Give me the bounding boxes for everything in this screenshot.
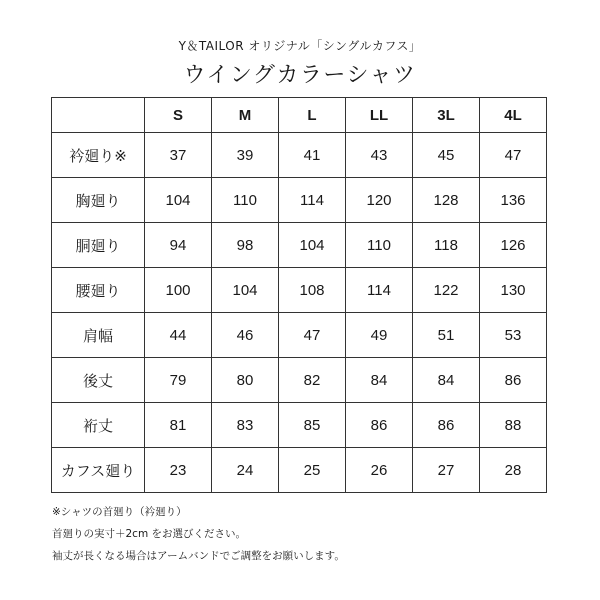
table-cell: 47 xyxy=(480,133,547,178)
table-cell: 23 xyxy=(145,448,212,493)
table-cell: 81 xyxy=(145,403,212,448)
table-cell: 51 xyxy=(413,313,480,358)
table-cell: 25 xyxy=(279,448,346,493)
table-cell: 108 xyxy=(279,268,346,313)
size-chart-table xyxy=(51,97,547,493)
table-corner-cell xyxy=(52,98,145,133)
note-neck-measurement: 首廻りの実寸＋2cm をお選びください。 xyxy=(52,528,247,540)
table-cell: 104 xyxy=(145,178,212,223)
table-cell: 104 xyxy=(279,223,346,268)
table-cell: 114 xyxy=(279,178,346,223)
table-cell: 86 xyxy=(413,403,480,448)
table-cell: 128 xyxy=(413,178,480,223)
table-cell: 82 xyxy=(279,358,346,403)
table-cell: 37 xyxy=(145,133,212,178)
table-cell: 110 xyxy=(346,223,413,268)
table-row xyxy=(52,133,547,178)
table-row xyxy=(52,178,547,223)
table-cell: 83 xyxy=(212,403,279,448)
note-sleeve-armband: 袖丈が長くなる場合はアームバンドでご調整をお願いします。 xyxy=(52,550,345,562)
table-cell: 47 xyxy=(279,313,346,358)
table-cell: 136 xyxy=(480,178,547,223)
table-cell: 44 xyxy=(145,313,212,358)
table-cell: 39 xyxy=(212,133,279,178)
page-title: ウイングカラーシャツ xyxy=(183,63,417,88)
table-cell: 43 xyxy=(346,133,413,178)
column-header-3l: 3L xyxy=(413,98,480,133)
table-cell: 46 xyxy=(212,313,279,358)
table-cell: 88 xyxy=(480,403,547,448)
column-header-l: L xyxy=(279,98,346,133)
table-row xyxy=(52,358,547,403)
row-label: 衿廻り※ xyxy=(52,133,145,178)
row-label: 胴廻り xyxy=(52,223,145,268)
table-cell: 104 xyxy=(212,268,279,313)
table-cell: 98 xyxy=(212,223,279,268)
note-collar-size: ※シャツの首廻り（衿廻り） xyxy=(52,506,187,518)
table-cell: 122 xyxy=(413,268,480,313)
table-row xyxy=(52,313,547,358)
table-cell: 41 xyxy=(279,133,346,178)
table-cell: 110 xyxy=(212,178,279,223)
column-header-4l: 4L xyxy=(480,98,547,133)
table-cell: 86 xyxy=(480,358,547,403)
table-header-row xyxy=(52,98,547,133)
table-cell: 94 xyxy=(145,223,212,268)
table-cell: 79 xyxy=(145,358,212,403)
table-cell: 130 xyxy=(480,268,547,313)
table-cell: 26 xyxy=(346,448,413,493)
row-label: 肩幅 xyxy=(52,313,145,358)
column-header-s: S xyxy=(145,98,212,133)
table-cell: 118 xyxy=(413,223,480,268)
table-cell: 100 xyxy=(145,268,212,313)
table-cell: 85 xyxy=(279,403,346,448)
table-cell: 49 xyxy=(346,313,413,358)
table-cell: 24 xyxy=(212,448,279,493)
table-row xyxy=(52,223,547,268)
notes-section xyxy=(52,501,345,567)
table-cell: 84 xyxy=(413,358,480,403)
table-cell: 27 xyxy=(413,448,480,493)
table-cell: 126 xyxy=(480,223,547,268)
column-header-m: M xyxy=(212,98,279,133)
table-cell: 114 xyxy=(346,268,413,313)
table-cell: 84 xyxy=(346,358,413,403)
row-label: 腰廻り xyxy=(52,268,145,313)
table-cell: 45 xyxy=(413,133,480,178)
table-cell: 28 xyxy=(480,448,547,493)
table-row xyxy=(52,448,547,493)
table-cell: 80 xyxy=(212,358,279,403)
row-label: 後丈 xyxy=(52,358,145,403)
column-header-ll: LL xyxy=(346,98,413,133)
table-cell: 86 xyxy=(346,403,413,448)
row-label: カフス廻り xyxy=(52,448,145,493)
table-row xyxy=(52,403,547,448)
row-label: 胸廻り xyxy=(52,178,145,223)
brand-line: Y＆TAILOR オリジナル「シングルカフス」 xyxy=(178,39,422,53)
table-row xyxy=(52,268,547,313)
table-cell: 53 xyxy=(480,313,547,358)
table-cell: 120 xyxy=(346,178,413,223)
row-label: 裄丈 xyxy=(52,403,145,448)
